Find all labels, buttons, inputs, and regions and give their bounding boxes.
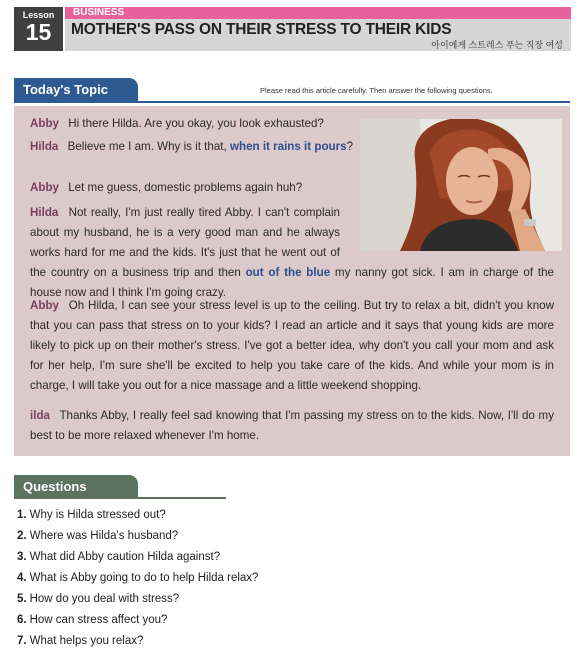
dialogue-text: Oh Hilda, I can see your stress level is up to the ceiling. But try to relax a bit, didn't you know that you can pass that stress on to your kids? I read an article and it says that young kids are more likely to pick up on their mother's stress. I've got a better idea, why don't you call your mom and ask for her help, I'm sure she'll be excited to help you take care of the kids. And while your mom is in charge, I will take you out for a nice massage and a little weekend shopping.	[30, 299, 554, 392]
dialogue-line-2	[30, 137, 355, 157]
question-item: 7. What helps you relax?	[17, 635, 144, 647]
todays-topic-tab	[14, 78, 138, 102]
todays-topic-label: Today's Topic	[23, 82, 108, 97]
dialogue-line-4	[30, 203, 554, 303]
lesson-badge	[14, 7, 63, 51]
speaker-name: Abby	[30, 117, 59, 130]
question-item: 3. What did Abby caution Hilda against?	[17, 551, 221, 563]
question-item: 2. Where was Hilda's husband?	[17, 530, 179, 542]
dialogue-line-6	[30, 406, 554, 446]
topic-divider	[14, 101, 570, 103]
korean-title: 아이에게 스트레스 푸는 직장 여성	[431, 40, 563, 50]
dialogue-text: Believe me I am. Why is it that,	[67, 140, 230, 153]
speaker-name: Abby	[30, 299, 59, 312]
category-label: BUSINESS	[73, 7, 125, 18]
idiom-highlight: out of the blue	[245, 266, 331, 279]
speaker-name: Abby	[30, 181, 59, 194]
dialogue-line-5	[30, 296, 554, 396]
dialogue-text: ?	[346, 140, 354, 153]
lesson-number: 15	[25, 19, 52, 45]
questions-divider	[14, 497, 226, 499]
dialogue-text: Thanks Abby, I really feel sad knowing that I'm passing my stress on to the kids. Now, I'll do my best to be more relaxed whenever I'm home.	[30, 409, 554, 442]
speaker-name: Hilda	[30, 140, 59, 153]
photo-spacer	[340, 203, 554, 245]
dialogue-text: Not really, I'm just really tired Abby. I can't complain about my husband, he is a very good man and he always works hard for me and the kids. It's just that he went out of the country on a business trip and then	[30, 206, 340, 279]
speaker-name: Hilda	[30, 206, 59, 219]
instruction-text: Please read this article carefully. Then answer the following questions.	[260, 86, 493, 95]
questions-label: Questions	[23, 479, 87, 494]
question-item: 6. How can stress affect you?	[17, 614, 168, 626]
dialogue-box	[14, 106, 570, 456]
idiom-highlight: when it rains it pours	[229, 140, 347, 153]
speaker-name: ilda	[30, 409, 50, 422]
dialogue-text: Let me guess, domestic problems again huh?	[68, 181, 303, 194]
questions-tab	[14, 475, 138, 498]
category-bar	[65, 7, 571, 19]
question-item: 4. What is Abby going to do to help Hilda relax?	[17, 572, 259, 584]
questions-list	[17, 507, 258, 654]
dialogue-line-1	[30, 114, 350, 134]
question-item: 5. How do you deal with stress?	[17, 593, 180, 605]
title-bar	[65, 19, 571, 51]
dialogue-text: Hi there Hilda. Are you okay, you look exhausted?	[68, 117, 324, 130]
dialogue-line-3	[30, 178, 350, 198]
question-item: 1. Why is Hilda stressed out?	[17, 509, 166, 521]
lesson-title: MOTHER'S PASS ON THEIR STRESS TO THEIR KIDS	[71, 21, 452, 38]
lesson-label: Lesson	[22, 10, 55, 20]
dialogue-text: my nanny got sick. I am in charge of the house now and I think I'm going crazy.	[30, 266, 554, 299]
